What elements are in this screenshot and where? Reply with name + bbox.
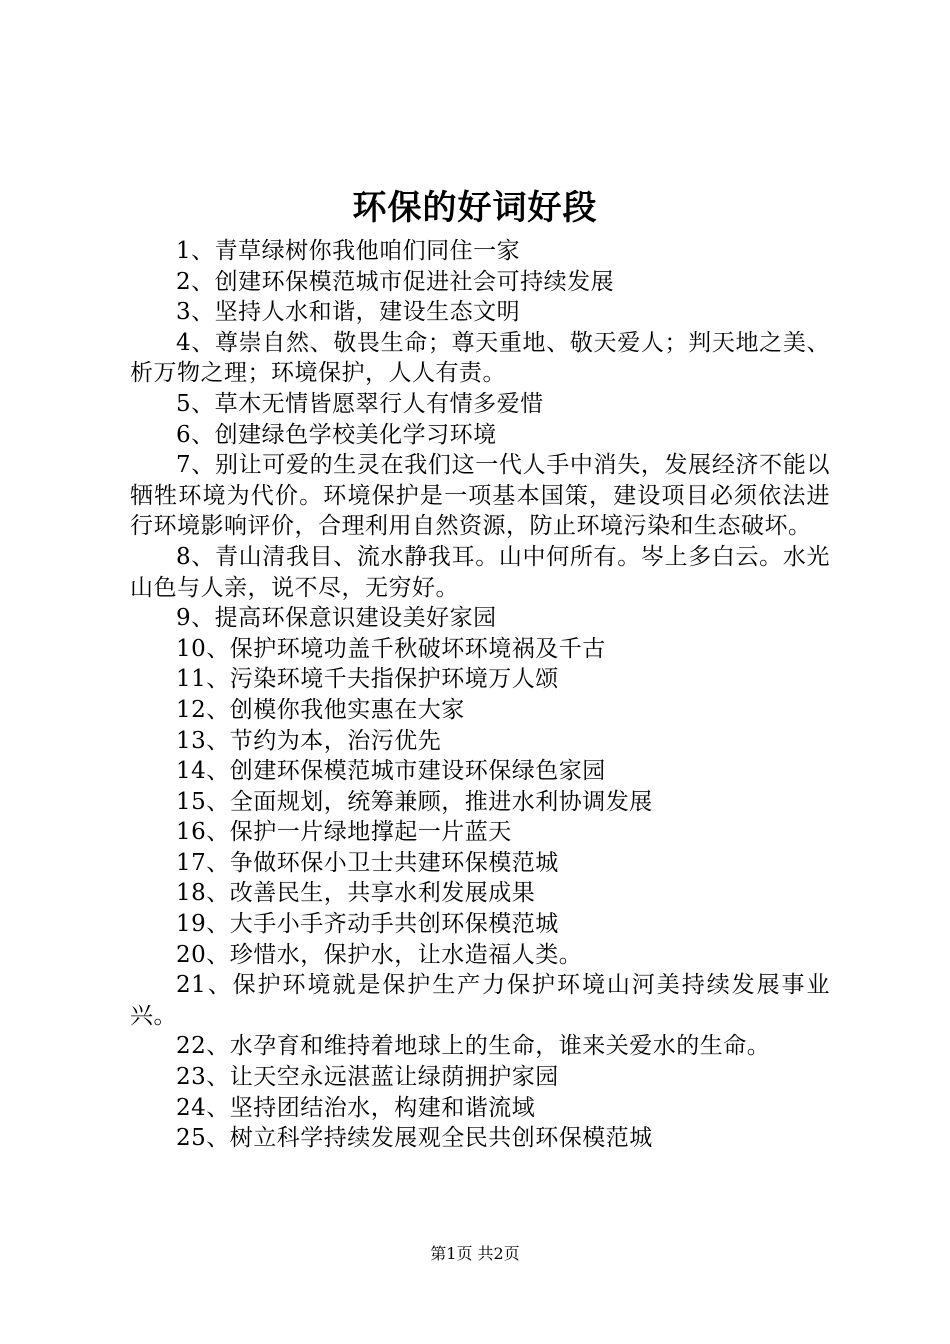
paragraph: 25、树立科学持续发展观全民共创环保模范城	[176, 1125, 653, 1152]
paragraph: 8、青山清我目、流水静我耳。山中何所有。岑上多白云。水光山色与人亲，说不尽，无穷好。	[130, 543, 830, 601]
paragraph: 24、坚持团结治水，构建和谐流域	[176, 1094, 536, 1121]
paragraph: 20、珍惜水，保护水，让水造福人类。	[176, 941, 583, 968]
paragraph: 17、争做环保小卫士共建环保模范城	[176, 849, 559, 876]
paragraph: 10、保护环境功盖千秋破坏环境祸及千古	[176, 635, 606, 662]
paragraph: 11、污染环境千夫指保护环境万人颂	[176, 666, 559, 693]
page-number-footer: 第1页 共2页	[430, 1244, 520, 1263]
document-title: 环保的好词好段	[352, 188, 598, 228]
paragraph: 9、提高环保意识建设美好家园	[176, 605, 497, 632]
paragraph: 3、坚持人水和谐，建设生态文明	[176, 299, 521, 326]
paragraph: 4、尊崇自然、敬畏生命；尊天重地、敬天爱人；判天地之美、析万物之理；环境保护，人人有责。	[130, 329, 830, 387]
paragraph: 18、改善民生，共享水利发展成果	[176, 880, 536, 907]
paragraph: 7、别让可爱的生灵在我们这一代人手中消失，发展经济不能以牺牲环境为代价。环境保护是一项基本国策，建设项目必须依法进行环境影响评价，合理利用自然资源，防止环境污染和生态破坏。	[130, 452, 830, 540]
paragraph: 14、创建环保模范城市建设环保绿色家园	[176, 758, 606, 785]
paragraph: 12、创模你我他实惠在大家	[176, 696, 465, 723]
paragraph: 6、创建绿色学校美化学习环境	[176, 421, 497, 448]
document-body	[130, 236, 830, 1154]
paragraph: 13、节约为本，治污优先	[176, 727, 442, 754]
paragraph: 21、保护环境就是保护生产力保护环境山河美持续发展事业兴。	[130, 972, 830, 1029]
paragraph: 22、水孕育和维持着地球上的生命，谁来关爱水的生命。	[176, 1033, 771, 1060]
paragraph: 5、草木无情皆愿翠行人有情多爱惜	[176, 390, 544, 417]
paragraph: 2、创建环保模范城市促进社会可持续发展	[176, 268, 615, 295]
paragraph: 15、全面规划，统筹兼顾，推进水利协调发展	[176, 788, 653, 815]
paragraph: 1、青草绿树你我他咱们同住一家	[176, 238, 521, 264]
paragraph: 19、大手小手齐动手共创环保模范城	[176, 911, 559, 938]
paragraph: 23、让天空永远湛蓝让绿荫拥护家园	[176, 1064, 559, 1091]
paragraph: 16、保护一片绿地撑起一片蓝天	[176, 819, 512, 846]
